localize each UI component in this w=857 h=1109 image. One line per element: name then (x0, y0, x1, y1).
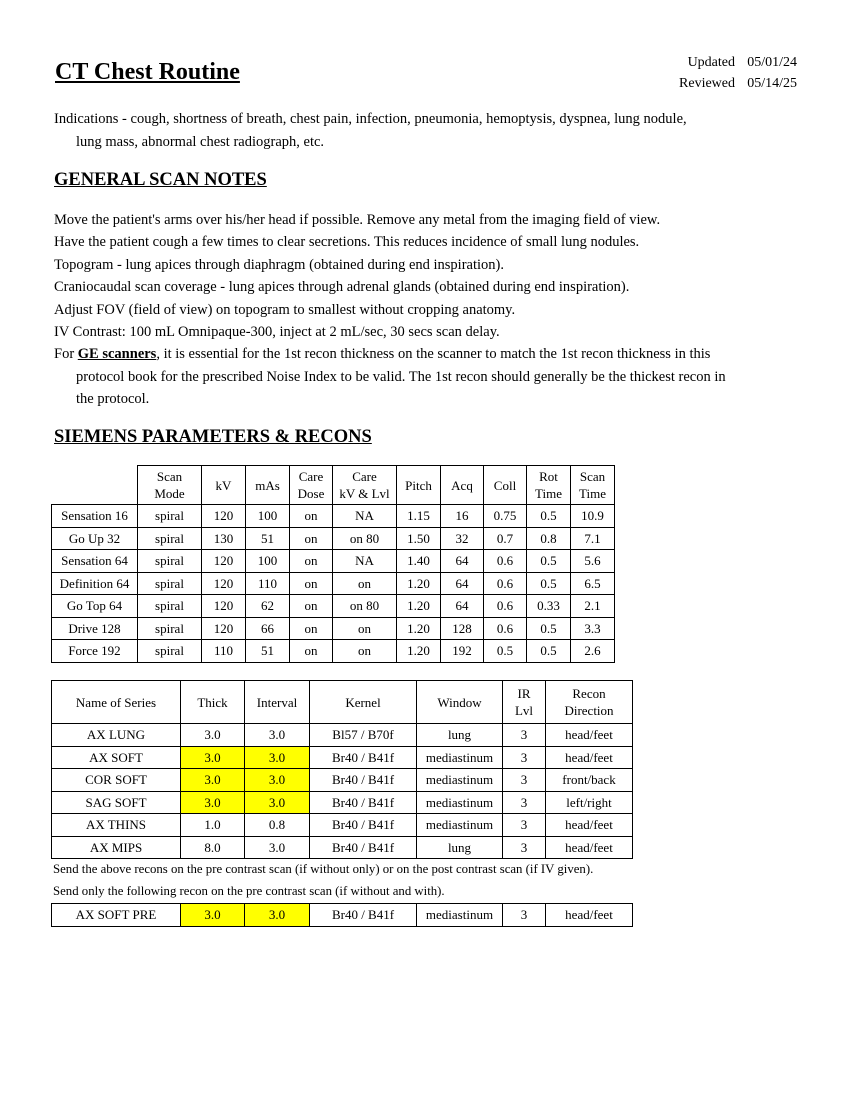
ge-scanners-emphasis: GE scanners (77, 346, 157, 363)
general-notes-heading: GENERAL SCAN NOTES (54, 170, 267, 190)
table-cell: 66 (246, 617, 290, 640)
column-header: Coll (484, 466, 527, 505)
reviewed-label: Reviewed (679, 76, 735, 91)
updated-label: Updated (687, 55, 735, 70)
pre-contrast-recon-table (51, 903, 633, 927)
column-header: Pitch (397, 466, 441, 505)
column-header: Scan Mode (138, 466, 202, 505)
table-cell: 1.40 (397, 550, 441, 573)
table-cell: 0.33 (527, 595, 571, 618)
table-cell: Br40 / B41f (310, 836, 417, 859)
table-row (52, 724, 633, 747)
table-cell: 0.5 (527, 550, 571, 573)
table-cell: 3.0 (181, 724, 245, 747)
column-header: Recon Direction (546, 681, 633, 724)
siemens-heading: SIEMENS PARAMETERS & RECONS (54, 427, 372, 447)
table-cell: 0.5 (484, 640, 527, 663)
table-cell: mediastinum (417, 904, 503, 927)
table-cell: 0.5 (527, 617, 571, 640)
note-line: Have the patient cough a few times to clear secretions. This reduces incidence of small lung nodules. (54, 234, 640, 251)
table-cell: 3 (503, 836, 546, 859)
table-cell: on 80 (333, 527, 397, 550)
table-cell: 3.0 (181, 769, 245, 792)
updated-date: 05/01/24 (747, 55, 797, 70)
table-cell: 8.0 (181, 836, 245, 859)
column-header: IR Lvl (503, 681, 546, 724)
blank-header-cell (52, 466, 138, 505)
table-row (52, 904, 633, 927)
table-cell: on (290, 550, 333, 573)
table-cell: NA (333, 505, 397, 528)
table-cell: on (290, 505, 333, 528)
table-cell: 0.7 (484, 527, 527, 550)
table-cell: 0.6 (484, 617, 527, 640)
table-cell: lung (417, 836, 503, 859)
table-cell: 3.0 (245, 724, 310, 747)
table-cell: 10.9 (571, 505, 615, 528)
indications-line: Indications - cough, shortness of breath, chest pain, infection, pneumonia, hemoptysis, dyspnea, lung nodule, (54, 111, 687, 127)
indications-line: lung mass, abnormal chest radiograph, etc. (76, 134, 325, 150)
table-cell: 0.75 (484, 505, 527, 528)
table-cell: 120 (202, 572, 246, 595)
table-cell: on (290, 640, 333, 663)
table-cell: Bl57 / B70f (310, 724, 417, 747)
column-header: Name of Series (52, 681, 181, 724)
table-cell: 51 (246, 527, 290, 550)
note-line: Adjust FOV (field of view) on topogram to smallest without cropping anatomy. (54, 301, 516, 318)
revision-dates (679, 52, 797, 94)
table-cell: 3.0 (245, 791, 310, 814)
series-name-cell: AX SOFT PRE (52, 904, 181, 927)
table-cell: 62 (246, 595, 290, 618)
table-cell: 120 (202, 595, 246, 618)
scanner-name-cell: Go Top 64 (52, 595, 138, 618)
note-line: Topogram - lung apices through diaphragm (obtained during end inspiration). (54, 256, 504, 273)
table-cell: 7.1 (571, 527, 615, 550)
table-cell: 0.5 (527, 505, 571, 528)
table-cell: on (333, 640, 397, 663)
table-cell: spiral (138, 595, 202, 618)
column-header: Kernel (310, 681, 417, 724)
table-cell: on (333, 572, 397, 595)
table-cell: on (290, 572, 333, 595)
table-row (52, 572, 615, 595)
indications (54, 108, 814, 154)
column-header: Acq (441, 466, 484, 505)
table-cell: 3 (503, 724, 546, 747)
scanner-name-cell: Sensation 16 (52, 505, 138, 528)
column-header: kV (202, 466, 246, 505)
column-header: Care kV & Lvl (333, 466, 397, 505)
table-cell: lung (417, 724, 503, 747)
table-cell: spiral (138, 572, 202, 595)
table-cell: 110 (246, 572, 290, 595)
table-cell: 0.6 (484, 550, 527, 573)
table-cell: 1.0 (181, 814, 245, 837)
scanner-name-cell: Sensation 64 (52, 550, 138, 573)
table-cell: on 80 (333, 595, 397, 618)
column-header: Rot Time (527, 466, 571, 505)
table-cell: 3.0 (181, 791, 245, 814)
table-cell: 1.15 (397, 505, 441, 528)
table-cell: 3.0 (245, 769, 310, 792)
send-note-pre: Send only the following recon on the pre contrast scan (if without and with). (53, 884, 445, 898)
table-header-row (52, 466, 615, 505)
recon-table (51, 680, 633, 859)
table-cell: left/right (546, 791, 633, 814)
send-note-post: Send the above recons on the pre contrast scan (if without only) or on the post contrast scan (if IV given). (53, 862, 594, 876)
table-cell: Br40 / B41f (310, 814, 417, 837)
table-cell: 192 (441, 640, 484, 663)
table-cell: 51 (246, 640, 290, 663)
table-cell: Br40 / B41f (310, 791, 417, 814)
table-cell: 32 (441, 527, 484, 550)
table-cell: front/back (546, 769, 633, 792)
table-cell: 1.20 (397, 617, 441, 640)
series-name-cell: AX THINS (52, 814, 181, 837)
table-cell: 3.0 (181, 746, 245, 769)
table-cell: 5.6 (571, 550, 615, 573)
table-cell: Br40 / B41f (310, 904, 417, 927)
series-name-cell: SAG SOFT (52, 791, 181, 814)
reviewed-date: 05/14/25 (747, 76, 797, 91)
table-cell: 64 (441, 550, 484, 573)
ge-note-line: protocol book for the prescribed Noise Index to be valid. The 1st recon should generally be the thickest recon in (76, 368, 726, 385)
table-row (52, 769, 633, 792)
table-cell: spiral (138, 617, 202, 640)
table-cell: 120 (202, 550, 246, 573)
table-cell: 0.6 (484, 572, 527, 595)
table-cell: 1.50 (397, 527, 441, 550)
series-name-cell: AX MIPS (52, 836, 181, 859)
table-cell: 3 (503, 746, 546, 769)
table-row (52, 791, 633, 814)
table-cell: 3.0 (181, 904, 245, 927)
table-cell: 3.3 (571, 617, 615, 640)
table-cell: 64 (441, 595, 484, 618)
series-name-cell: AX LUNG (52, 724, 181, 747)
page-title: CT Chest Routine (55, 59, 240, 85)
column-header: mAs (246, 466, 290, 505)
column-header: Thick (181, 681, 245, 724)
table-row (52, 595, 615, 618)
general-notes (54, 209, 824, 411)
table-cell: 16 (441, 505, 484, 528)
table-cell: mediastinum (417, 769, 503, 792)
table-cell: 1.20 (397, 595, 441, 618)
scanner-name-cell: Definition 64 (52, 572, 138, 595)
table-row (52, 836, 633, 859)
ge-note (54, 343, 824, 365)
table-cell: 3 (503, 814, 546, 837)
series-name-cell: AX SOFT (52, 746, 181, 769)
table-cell: NA (333, 550, 397, 573)
table-cell: 3.0 (245, 836, 310, 859)
table-cell: 6.5 (571, 572, 615, 595)
table-cell: head/feet (546, 814, 633, 837)
table-row (52, 640, 615, 663)
table-cell: mediastinum (417, 746, 503, 769)
table-cell: head/feet (546, 836, 633, 859)
table-cell: mediastinum (417, 814, 503, 837)
scanner-name-cell: Go Up 32 (52, 527, 138, 550)
table-cell: spiral (138, 640, 202, 663)
table-cell: 3 (503, 769, 546, 792)
table-cell: head/feet (546, 746, 633, 769)
table-row (52, 746, 633, 769)
table-cell: on (290, 527, 333, 550)
table-cell: on (290, 595, 333, 618)
table-cell: 3 (503, 904, 546, 927)
table-row (52, 550, 615, 573)
table-cell: 130 (202, 527, 246, 550)
table-cell: 0.5 (527, 640, 571, 663)
table-row (52, 505, 615, 528)
note-line: IV Contrast: 100 mL Omnipaque-300, inject at 2 mL/sec, 30 secs scan delay. (54, 324, 500, 341)
ge-note-text: , it is essential for the 1st recon thickness on the scanner to match the 1st recon thickness in this (156, 346, 711, 363)
table-row (52, 527, 615, 550)
table-cell: head/feet (546, 724, 633, 747)
scanner-name-cell: Drive 128 (52, 617, 138, 640)
table-cell: 120 (202, 505, 246, 528)
series-name-cell: COR SOFT (52, 769, 181, 792)
table-cell: 1.20 (397, 572, 441, 595)
table-cell: 2.6 (571, 640, 615, 663)
table-cell: head/feet (546, 904, 633, 927)
table-cell: mediastinum (417, 791, 503, 814)
note-line: Craniocaudal scan coverage - lung apices through adrenal glands (obtained during end inspiration). (54, 279, 630, 296)
table-cell: 0.5 (527, 572, 571, 595)
table-cell: on (290, 617, 333, 640)
table-row (52, 814, 633, 837)
table-cell: on (333, 617, 397, 640)
ge-note-prefix: For (54, 346, 78, 363)
table-header-row (52, 681, 633, 724)
note-line: Move the patient's arms over his/her head if possible. Remove any metal from the imaging field of view. (54, 212, 661, 228)
table-cell: 1.20 (397, 640, 441, 663)
column-header: Window (417, 681, 503, 724)
table-cell: 3.0 (245, 904, 310, 927)
table-cell: 0.8 (245, 814, 310, 837)
table-cell: 120 (202, 617, 246, 640)
table-cell: 128 (441, 617, 484, 640)
table-cell: spiral (138, 527, 202, 550)
table-cell: 64 (441, 572, 484, 595)
scan-parameters-table (51, 465, 615, 663)
table-cell: 0.8 (527, 527, 571, 550)
table-cell: spiral (138, 550, 202, 573)
table-row (52, 617, 615, 640)
table-cell: Br40 / B41f (310, 746, 417, 769)
column-header: Interval (245, 681, 310, 724)
table-cell: 2.1 (571, 595, 615, 618)
table-cell: spiral (138, 505, 202, 528)
table-cell: 3 (503, 791, 546, 814)
table-cell: Br40 / B41f (310, 769, 417, 792)
table-cell: 3.0 (245, 746, 310, 769)
column-header: Care Dose (290, 466, 333, 505)
scanner-name-cell: Force 192 (52, 640, 138, 663)
table-cell: 0.6 (484, 595, 527, 618)
table-cell: 110 (202, 640, 246, 663)
table-cell: 100 (246, 505, 290, 528)
ge-note-line: the protocol. (76, 391, 150, 408)
column-header: Scan Time (571, 466, 615, 505)
table-cell: 100 (246, 550, 290, 573)
